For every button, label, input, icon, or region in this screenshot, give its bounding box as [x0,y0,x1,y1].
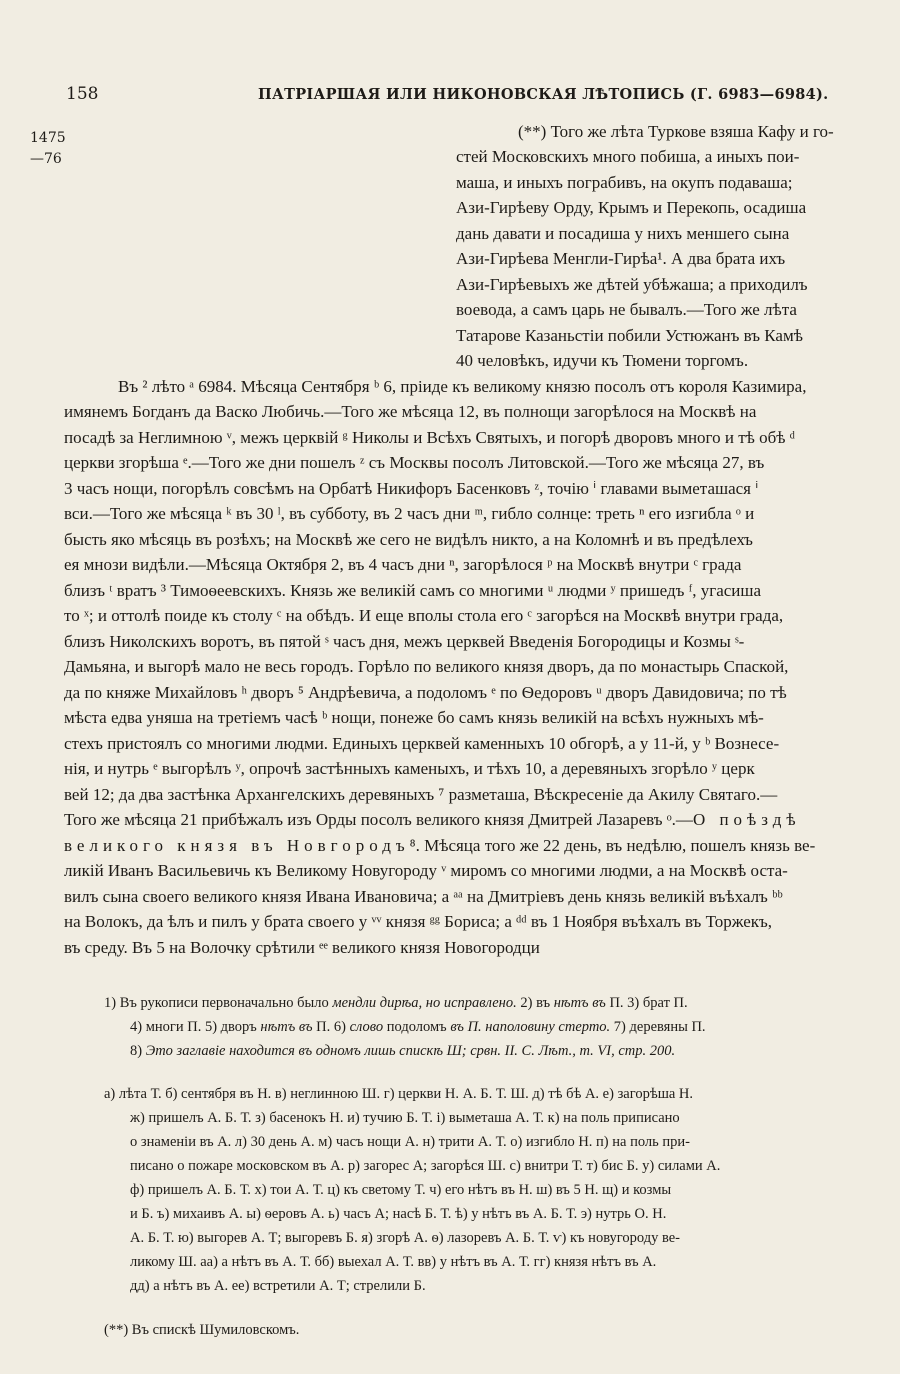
text-line: Ази-Гирѣевыхъ же дѣтей убѣжаша; а приходилъ [456,275,808,294]
footnote-text: 7) деревяны П. [610,1019,706,1035]
text-segment: Того же мѣсяца 21 прибѣжалъ изъ Орды посолъ великого князя Дмитрей Лазаревъ ᵒ.— [64,810,693,829]
footnote-text: П. 3) брат П. [605,995,688,1011]
variant-line: а) лѣта Т. б) сентября въ Н. в) неглинною Ш. г) церкви Н. А. Б. Т. Ш. д) тѣ бѣ А. е) загорѣша Н. [104,1086,694,1102]
margin-year [30,128,66,170]
footnote-line [130,1019,706,1036]
text-line: бысть яко мѣсяць въ розѣхъ; на Москвѣ же сего не видѣлъ никто, а на Коломнѣ и въ предѣлехъ [64,530,753,549]
variant-line: ф) пришелъ А. Б. Т. х) тои А. Т. ц) къ светому Т. ч) его нѣтъ въ Н. ш) въ 5 Н. щ) и козмы [130,1182,672,1198]
text-line: 3 часъ нощи, погорѣлъ совсѣмъ на Орбатѣ Никифоръ Басенковъ ᶻ, точію ⁱ главами выметашася ⁱ [64,479,759,498]
text-line: близъ Николскихъ воротъ, въ пятой ˢ часъ дня, межъ церквей Введенія Богородицы и Козмы ˢ- [64,632,745,651]
text-line: маша, и иныхъ пограбивъ, на окупъ подаваша; [456,173,793,192]
footnote-line [130,1043,675,1060]
footnote-italic: слово [349,1019,384,1035]
footnote-line [104,995,688,1012]
text-line [64,836,815,856]
page-number: 158 [66,84,99,104]
footnote-italic: нѣтъ въ [260,1019,313,1035]
text-line: вилъ сына своего великого князя Ивана Ивановича; а ᵃᵃ на Дмитріевъ день князь великій въѣхалъ ᵇᵇ [64,887,783,906]
footnote-italic: но исправлено. [425,995,517,1011]
text-line: ликій Иванъ Васильевичь къ Великому Новугороду ᵛ миромъ со многими людми, а на Москвѣ оста- [64,861,788,880]
footnote-italic: въ П. наполовину стерто. [450,1019,611,1035]
text-line: дань давати и посадиша у нихъ меншего сына [456,224,790,243]
variant-line: о знаменіи въ А. л) 30 день А. м) часъ нощи А. н) трити А. Т. о) изгибло Н. п) на поль при- [130,1134,690,1150]
page-header [0,84,900,108]
footnote-text: 2) въ [516,995,554,1011]
footnote-text: П. 6) [312,1019,350,1035]
margin-year-line: —76 [30,151,62,167]
variant-line: ж) пришелъ А. Б. Т. з) басенокъ Н. и) тучию Б. Т. і) выметаша А. Т. к) на поль приписано [130,1110,680,1126]
text-line: (**) Того же лѣта Турковe взяша Кафу и го- [518,122,834,141]
text-line: вси.—Того же мѣсяца ᵏ въ 30 ˡ, въ субботу, въ 2 часъ дни ᵐ, гибло солнце: треть ⁿ его изгибла ᵒ и [64,504,755,523]
variant-line: ликому Ш. аа) а нѣтъ въ А. Т. бб) выехал А. Т. вв) у нѣтъ въ А. Т. гг) князя нѣтъ въ А. [130,1254,657,1270]
footnote-italic: нѣтъ въ [553,995,606,1011]
variant-line: дд) а нѣтъ въ А. ее) встретили А. Т; стрелили Б. [130,1278,426,1294]
text-line: стей Московскихъ много побиша, а иныхъ пои- [456,147,800,166]
text-line: имянемъ Богданъ да Васко Любичь.—Того же мѣсяца 12, въ полнощи загорѣлося на Москвѣ на [64,402,757,421]
text-line: ея мнози видѣли.—Мѣсяца Октября 2, въ 4 часъ дни ⁿ, загорѣлося ᵖ на Москвѣ внутри ᶜ града [64,555,742,574]
text-line: Татарове Казаньстіи побили Устюжанъ въ Камѣ [456,326,803,345]
text-line: Ази-Гирѣеву Орду, Крымъ и Перекопь, осадиша [456,198,807,217]
text-line: вей 12; да два застѣнка Архангелскихъ деревяныхъ ⁷ разметаша, Вѣскресеніе да Акилу Святаго.— [64,785,778,804]
text-line: близъ ᵗ вратъ ³ Тимоѳеевскихъ. Князь же великій самъ со многими ᵘ людми ʸ пришедъ ᶠ, угасиша [64,581,762,600]
text-line: да по княже Михайловъ ʰ дворъ ⁵ Андрѣевича, а подоломъ ᵉ по Ѳедоровъ ᵘ дворъ Давидовича; по тѣ [64,683,787,702]
footnote-italic: мендли дирѣа, [332,995,426,1011]
variant-line: и Б. ъ) михаивъ А. ы) ѳеровъ А. ь) часъ А; насѣ Б. Т. ѣ) у нѣтъ въ А. Б. Т. э) нутрь О. Н. [130,1206,667,1222]
page-title: ПАТРІАРШАЯ ИЛИ НИКОНОВСКАЯ ЛѢТОПИСЬ (Г. 6983—6984). [258,86,829,103]
variant-line: писано о пожаре московском въ А. р) загорес А; загорѣся Ш. с) внитри Т. т) бис Б. у) силами А. [130,1158,721,1174]
text-line: на Волокъ, да ѣлъ и пилъ у брата своего у ᵛᵛ князя ᵍᵍ Бориса; а ᵈᵈ въ 1 Ноября въѣхалъ въ Торжекъ, [64,912,773,931]
text-line: мѣста едва уняша на третіемъ часѣ ᵇ нощи, понеже бо самъ князь великій на всѣхъ нужныхъ мѣ- [64,708,764,727]
section-title: О поѣздѣ [692,810,801,829]
text-line: то ˣ; и оттолѣ поиде къ столу ᶜ на обѣдъ. И еще вполы стола его ᶜ загорѣся на Москвѣ внутри града, [64,606,784,625]
text-line: 40 человѣкъ, идучи къ Тюмени торгомъ. [456,351,749,370]
text-line: церкви згорѣша ᵉ.—Того же дни пошелъ ᶻ съ Москвы посолъ Литовской.—Того же мѣсяца 27, въ [64,453,765,472]
footnote-text: 1) Въ рукописи первоначально было [104,995,333,1011]
text-line: въ среду. Въ 5 на Волочку срѣтили ᵉᵉ великого князя Новогородци [64,938,540,957]
text-line [64,810,801,830]
text-line: нія, и нутрь ᵉ выгорѣлъ ʸ, опрочѣ застѣнныхъ каменыхъ, и тѣхъ 10, а деревяныхъ згорѣло ʸ церк [64,759,755,778]
footnote-text: 8) [130,1043,146,1059]
footnote-italic: Это заглавіе находится въ одномъ лишь спискѣ Ш; срвн. II. С. Лѣт., т. VI, стр. 200. [145,1043,676,1059]
text-line: посадѣ за Неглимною ᵛ, межъ церквій ᵍ Николы и Всѣхъ Святыхъ, и погорѣ дворовъ много и тѣ обѣ ᵈ [64,428,796,447]
text-line: воевода, а самъ царь не бывалъ.—Того же лѣта [456,300,797,319]
source-note: (**) Въ спискѣ Шумиловскомъ. [104,1322,300,1338]
margin-year-line: 1475 [30,130,66,146]
footnote-text: 4) многи П. 5) дворъ [130,1019,261,1035]
text-line: Дамьяна, и выгорѣ мало не весь городъ. Горѣло по великого князя дворъ, да по монастырь Спаской, [64,657,789,676]
text-line: Ази-Гирѣева Менгли-Гирѣа¹. А два брата ихъ [456,249,786,268]
text-line: Въ ² лѣто ᵃ 6984. Мѣсяца Сентября ᵇ 6, пріиде къ великому князю посолъ отъ короля Казимира, [118,377,807,396]
section-title: великого князя въ Новгородъ [64,836,410,855]
text-line: стехъ пристоялъ со многими людми. Единыхъ церквей каменныхъ 10 обгорѣ, а у 11-й, у ᵇ Вознесе- [64,734,780,753]
variant-line: А. Б. Т. ю) выгорев А. Т; выгоревъ Б. я) згорѣ А. ѳ) лазоревъ А. Б. Т. ѵ) къ новугороду ве- [130,1230,680,1246]
footnote-text: подоломъ [383,1019,451,1035]
text-segment: ⁸. Мѣсяца того же 22 день, въ недѣлю, пошелъ князь ве- [409,836,816,855]
